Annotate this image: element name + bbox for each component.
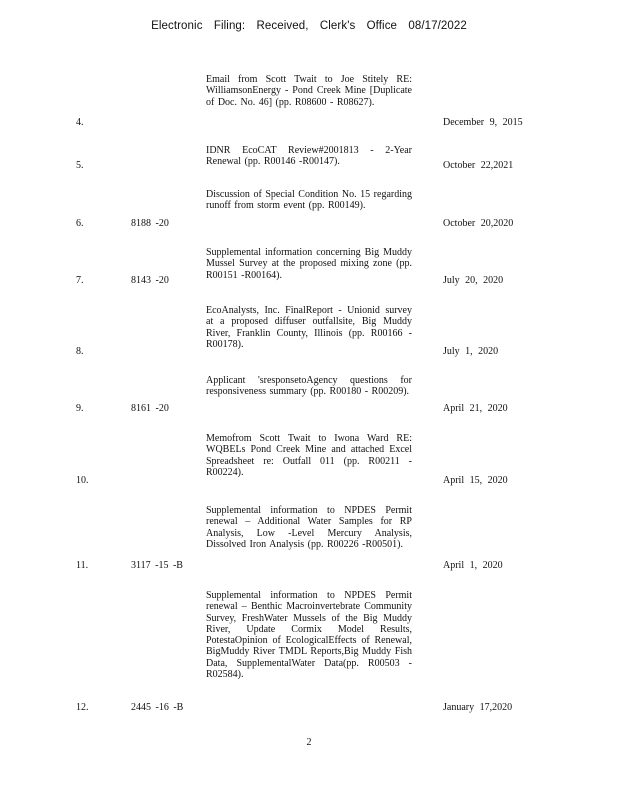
entry-date: April 1, 2020 (443, 560, 503, 571)
entry-date: April 21, 2020 (443, 403, 508, 414)
entry-description: EcoAnalysts, Inc. FinalReport - Unionid survey at a proposed diffuser outfallsite, Big Muddy River, Franklin County, Illinois (pp. R00166 -R00178). (206, 305, 412, 350)
entry-date: July 20, 2020 (443, 275, 504, 286)
entry-number: 12. (76, 702, 89, 713)
entry-number: 11. (76, 560, 89, 571)
entry-date: April 15, 2020 (443, 475, 508, 486)
entry-date: July 1, 2020 (443, 346, 499, 357)
entry-number: 4. (76, 117, 84, 128)
entry-description: Memofrom Scott Twait to Iwona Ward RE: WQBELs Pond Creek Mine and attached Excel Spreadsheet re: Outfall 011 (pp. R00211 -R00224). (206, 433, 412, 478)
entry-description: Supplemental information to NPDES Permit renewal – Additional Water Samples for RP Analysis, Low -Level Mercury Analysis, Dissolved Iron Analysis (pp. R00226 -R00501). (206, 505, 412, 550)
entry-date: December 9, 2015 (443, 117, 523, 128)
entry-description: Supplemental information to NPDES Permit renewal – Benthic Macroinvertebrate Community Survey, FreshWater Mussels of the Big Muddy River, Update Cormix Model Results, PotestaOpinion of EcologicalEffects of Renewal, BigMuddy River TMDL Reports,Big Muddy Fish Data, SupplementalWater Data(pp. R00503 -R02584). (206, 590, 412, 681)
entry-number: 9. (76, 403, 84, 414)
entry-doc-number: 2445 -16 -B (131, 702, 184, 713)
entry-description: Applicant 'sresponsetoAgency questions for responsiveness summary (pp. R00180 - R00209). (206, 375, 412, 398)
entry-description: Email from Scott Twait to Joe Stitely RE: WilliamsonEnergy - Pond Creek Mine [Duplicate of Doc. No. 46] (pp. R08600 - R08627). (206, 74, 412, 108)
entry-number: 7. (76, 275, 84, 286)
page-number: 2 (306, 737, 312, 748)
entry-number: 6. (76, 218, 84, 229)
entry-date: October 20,2020 (443, 218, 514, 229)
entry-number: 5. (76, 160, 84, 171)
entry-doc-number: 3117 -15 -B (131, 560, 183, 571)
entry-date: October 22,2021 (443, 160, 514, 171)
entry-number: 10. (76, 475, 89, 486)
entry-description: Discussion of Special Condition No. 15 regarding runoff from storm event (pp. R00149). (206, 189, 412, 212)
entry-description: IDNR EcoCAT Review#2001813 - 2-Year Renewal (pp. R00146 -R00147). (206, 145, 412, 168)
entry-doc-number: 8188 -20 (131, 218, 169, 229)
entry-doc-number: 8143 -20 (131, 275, 169, 286)
filing-header: Electronic Filing: Received, Clerk's Office 08/17/2022 (151, 20, 467, 32)
entry-number: 8. (76, 346, 84, 357)
entry-doc-number: 8161 -20 (131, 403, 169, 414)
entry-date: January 17,2020 (443, 702, 513, 713)
entry-description: Supplemental information concerning Big Muddy Mussel Survey at the proposed mixing zone (pp. R00151 -R00164). (206, 247, 412, 281)
